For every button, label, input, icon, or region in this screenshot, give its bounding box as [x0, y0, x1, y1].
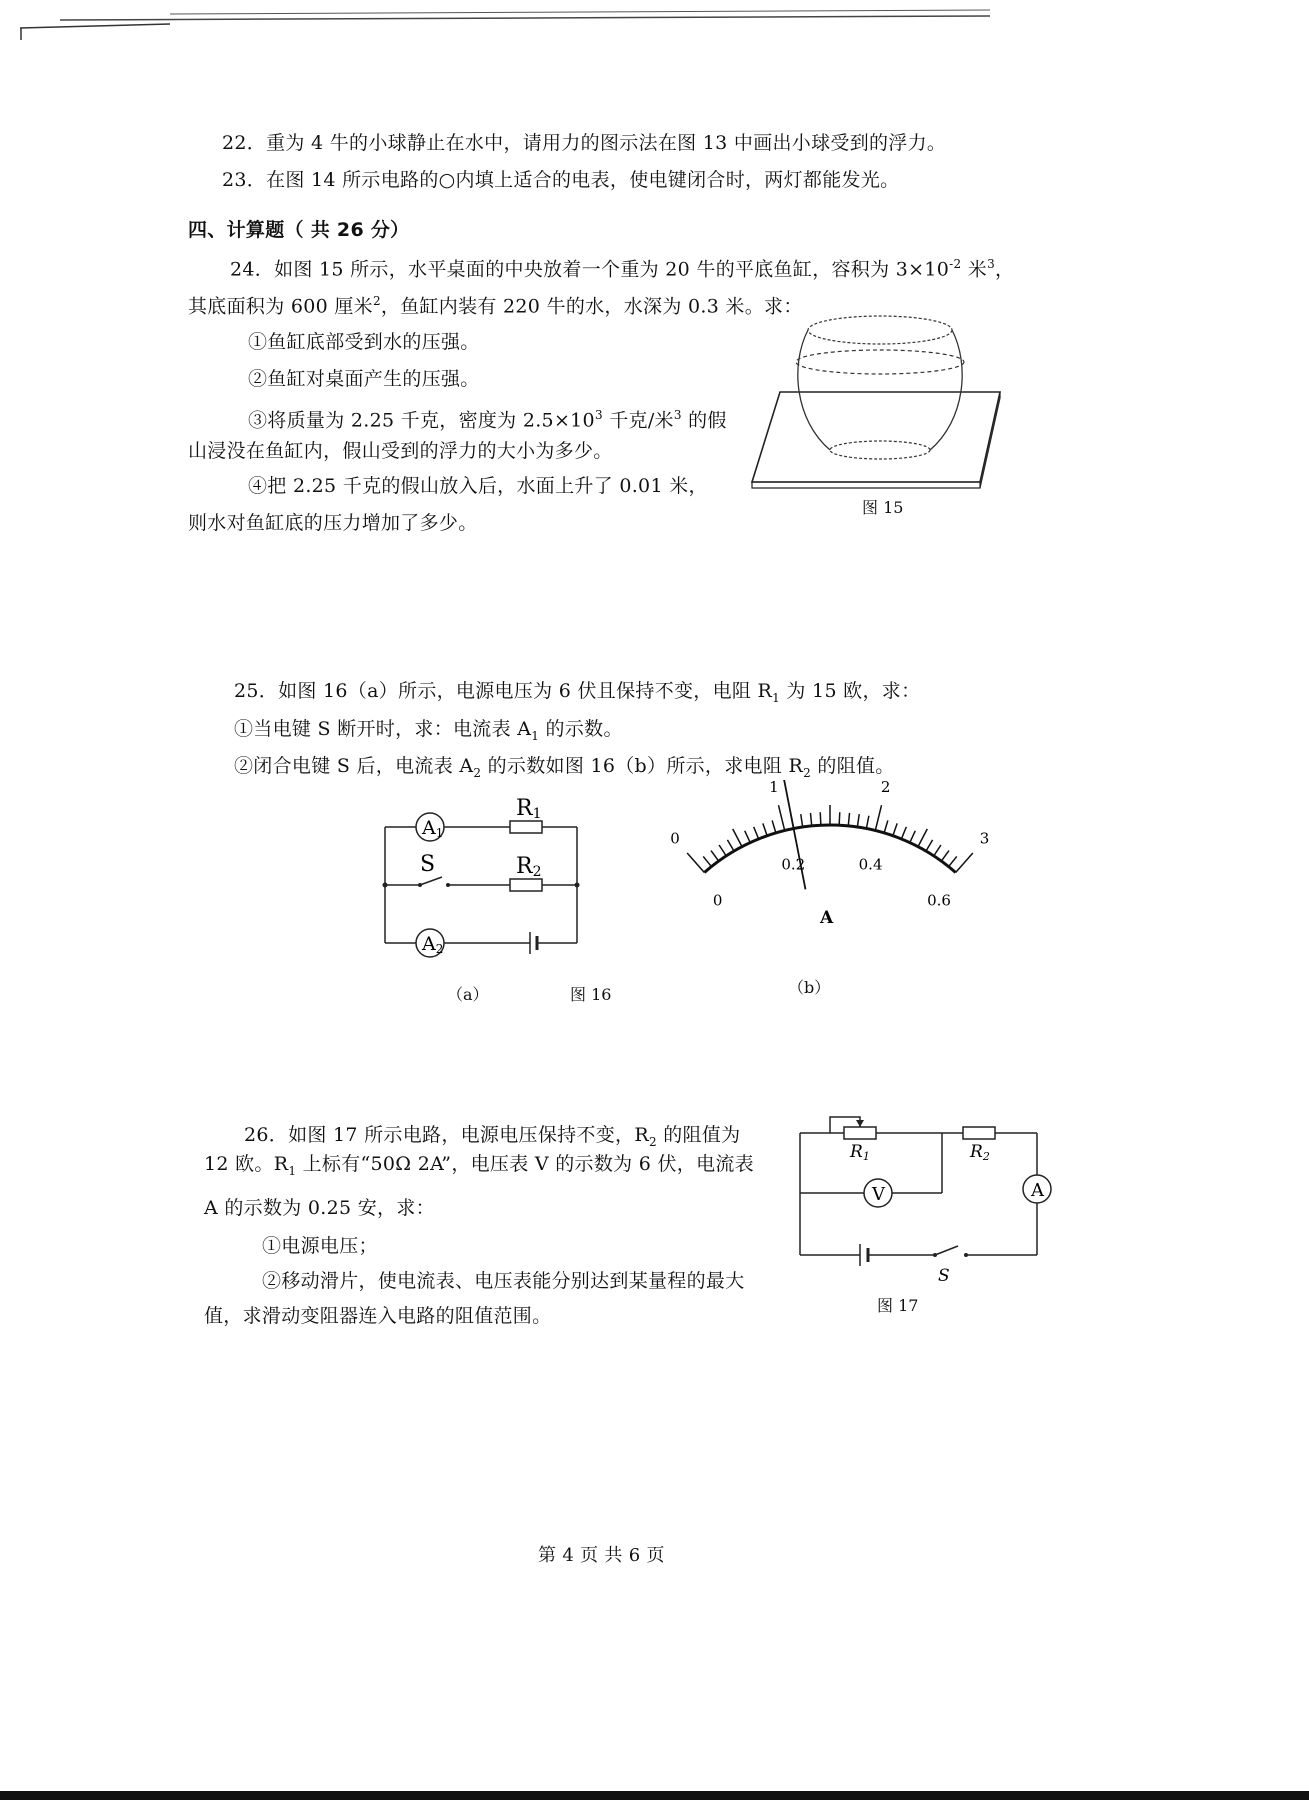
figure-16b-label: （b）: [788, 978, 831, 997]
figure-15-fish-tank: [740, 310, 1010, 500]
ammeter-a1-label: A1: [422, 817, 444, 840]
switch-s-label: S: [420, 852, 436, 877]
question-22: 22．重为 4 牛的小球静止在水中，请用力的图示法在图 13 中画出小球受到的浮力。: [222, 132, 947, 154]
question-24-item2: ②鱼缸对桌面产生的压强。: [248, 368, 480, 390]
question-25-item2: ②闭合电键 S 后，电流表 $A_2$ 的示数如图 16（b）所示，求电阻 $R_2$ 的阻值。: [234, 755, 895, 780]
question-24-item4: ④把 2.25 千克的假山放入后，水面上升了 0.01 米，: [248, 475, 708, 497]
figure-16a-circuit: [370, 785, 600, 965]
resistor-r2-label: R2: [970, 1142, 990, 1163]
figure-15-caption: 图 15: [862, 498, 904, 517]
dial-tick: [810, 813, 811, 826]
figure-17-circuit: [790, 1105, 1060, 1290]
question-24-item1: ①鱼缸底部受到水的压强。: [248, 331, 480, 353]
dial-tick: [910, 831, 915, 843]
question-26-line2: 12 欧。$R_1$ 上标有“50Ω 2A”，电压表 V 的示数为 6 伏，电流表: [204, 1153, 754, 1178]
question-26-line1: 26．如图 17 所示电路，电源电压保持不变，$R_2$ 的阻值为: [244, 1124, 741, 1149]
scan-bottom-edge: [0, 1791, 1309, 1800]
question-24-item3-cont: 山浸没在鱼缸内，假山受到的浮力的大小为多少。: [188, 440, 613, 462]
section-heading: 四、计算题（ 共 26 分）: [188, 219, 410, 241]
question-23: 23．在图 14 所示电路的○内填上适合的电表，使电键闭合时，两灯都能发光。: [222, 169, 900, 191]
ammeter-label: A: [1031, 1180, 1044, 1201]
dial-tick: [926, 840, 933, 851]
question-26-item2: ②移动滑片，使电流表、电压表能分别达到某量程的最大: [262, 1270, 745, 1292]
dial-tick: [901, 827, 906, 839]
question-25-item1: ①当电键 S 断开时，求：电流表 $A_1$ 的示数。: [234, 718, 623, 743]
dial-tick: [839, 812, 840, 825]
dial-tick: [884, 820, 888, 832]
resistor-r1-label: R1: [516, 796, 542, 822]
question-24-item4-cont: 则水对鱼缸底的压力增加了多少。: [188, 512, 478, 534]
scan-border-lines: [0, 0, 1309, 40]
question-24-line2: 其底面积为 600 厘米$^2$，鱼缸内装有 220 牛的水，水深为 0.3 米。求：: [188, 294, 803, 318]
dial-tick: [866, 816, 868, 829]
resistor-r1-label: R1: [850, 1142, 870, 1163]
dial-inner-label: 0.2: [781, 855, 806, 874]
dial-tick: [754, 827, 759, 839]
dial-outer-label: 1: [769, 780, 779, 796]
switch-s-label: S: [938, 1266, 950, 1286]
dial-outer-label: 3: [979, 829, 990, 848]
dial-tick: [941, 851, 949, 862]
dial-tick: [820, 812, 821, 825]
dial-tick: [745, 831, 750, 843]
dial-tick: [733, 829, 742, 847]
figure-16a-label: （a）: [447, 985, 489, 1004]
dial-inner-label: 0.4: [858, 855, 883, 874]
dial-tick: [875, 805, 881, 830]
dial-tick: [772, 820, 776, 832]
question-26-item1: ①电源电压；: [262, 1235, 378, 1257]
dial-tick: [848, 813, 849, 826]
dial-tick: [719, 845, 726, 856]
dial-tick: [918, 829, 927, 847]
dial-tick: [687, 853, 704, 873]
question-25-line1: 25．如图 16（a）所示，电源电压为 6 伏且保持不变，电阻 $R_1$ 为 15 欧，求：: [234, 680, 921, 705]
figure-17-caption: 图 17: [877, 1296, 919, 1315]
dial-unit-label: A: [820, 908, 834, 928]
figure-16-caption: 图 16: [570, 985, 612, 1004]
question-26-item2-cont: 值，求滑动变阻器连入电路的阻值范围。: [204, 1305, 552, 1327]
dial-tick: [778, 805, 784, 830]
voltmeter-label: V: [872, 1184, 885, 1205]
dial-outer-label: 2: [880, 780, 891, 796]
dial-inner-label: 0: [712, 891, 723, 910]
dial-tick: [956, 853, 973, 873]
question-24-item3: ③将质量为 2.25 千克，密度为 $2.5\times 10^3$ 千克/米$^3$ 的假: [248, 408, 727, 432]
dial-inner-label: 0.6: [927, 891, 951, 910]
question-24-line1: 24．如图 15 所示，水平桌面的中央放着一个重为 20 牛的平底鱼缸，容积为 $3\times 10^{-2}$ 米$^3$，: [230, 257, 1015, 281]
dial-outer-label: 0: [670, 829, 680, 848]
dial-tick: [857, 814, 859, 827]
ammeter-a2-label: A2: [422, 933, 444, 956]
dial-tick: [763, 823, 767, 835]
dial-tick: [801, 814, 803, 827]
dial-tick: [934, 845, 941, 856]
question-26-line3: A 的示数为 0.25 安，求：: [204, 1197, 435, 1219]
dial-tick: [703, 856, 711, 866]
figure-16b-ammeter-dial: [660, 780, 990, 950]
dial-tick: [727, 840, 734, 851]
dial-tick: [711, 851, 719, 862]
dial-tick: [893, 823, 897, 835]
resistor-r2-label: R2: [516, 854, 542, 880]
page-footer: 第 4 页 共 6 页: [538, 1545, 665, 1566]
dial-tick: [949, 856, 957, 866]
